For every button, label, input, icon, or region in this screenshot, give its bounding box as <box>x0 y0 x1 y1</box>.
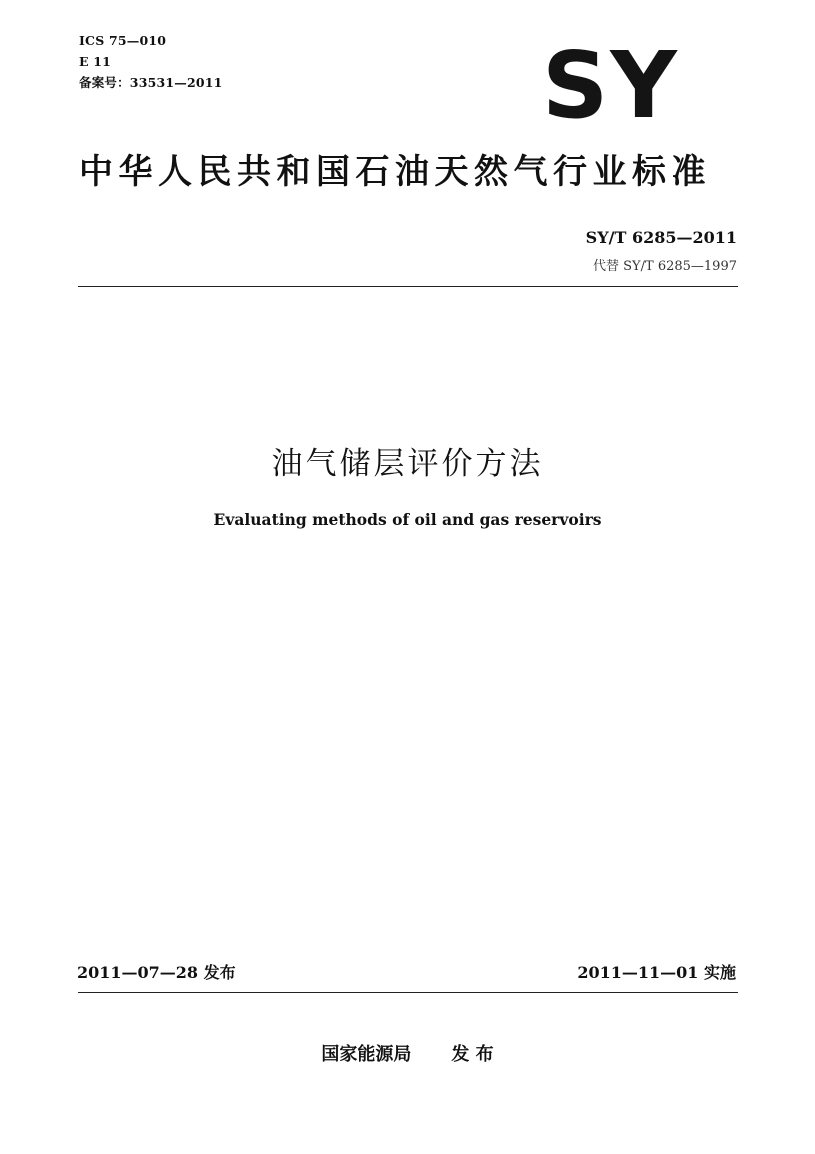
ics-code: ICS 75—010 <box>79 33 167 48</box>
top-divider <box>78 286 738 287</box>
document-title-english: Evaluating methods of oil and gas reservoirs <box>213 510 602 529</box>
publisher-name: 国家能源局 <box>321 1044 412 1065</box>
document-metadata <box>79 30 223 93</box>
bottom-divider <box>78 992 738 993</box>
implementation-date: 2011—11—01 实施 <box>577 963 736 982</box>
sy-logo: SY <box>542 32 679 139</box>
record-number: 备案号：33531—2011 <box>79 75 223 90</box>
publisher-action: 发 布 <box>451 1044 494 1065</box>
release-date: 2011—07—28 发布 <box>77 963 236 982</box>
document-title-chinese: 油气储层评价方法 <box>271 446 544 482</box>
replaces-note: 代替 SY/T 6285—1997 <box>593 259 737 274</box>
publisher-line <box>0 1040 815 1066</box>
classification-code: E 11 <box>79 54 112 69</box>
standard-code: SY/T 6285—2011 <box>585 228 737 247</box>
issuer-heading: 中华人民共和国石油天然气行业标准 <box>79 152 711 192</box>
